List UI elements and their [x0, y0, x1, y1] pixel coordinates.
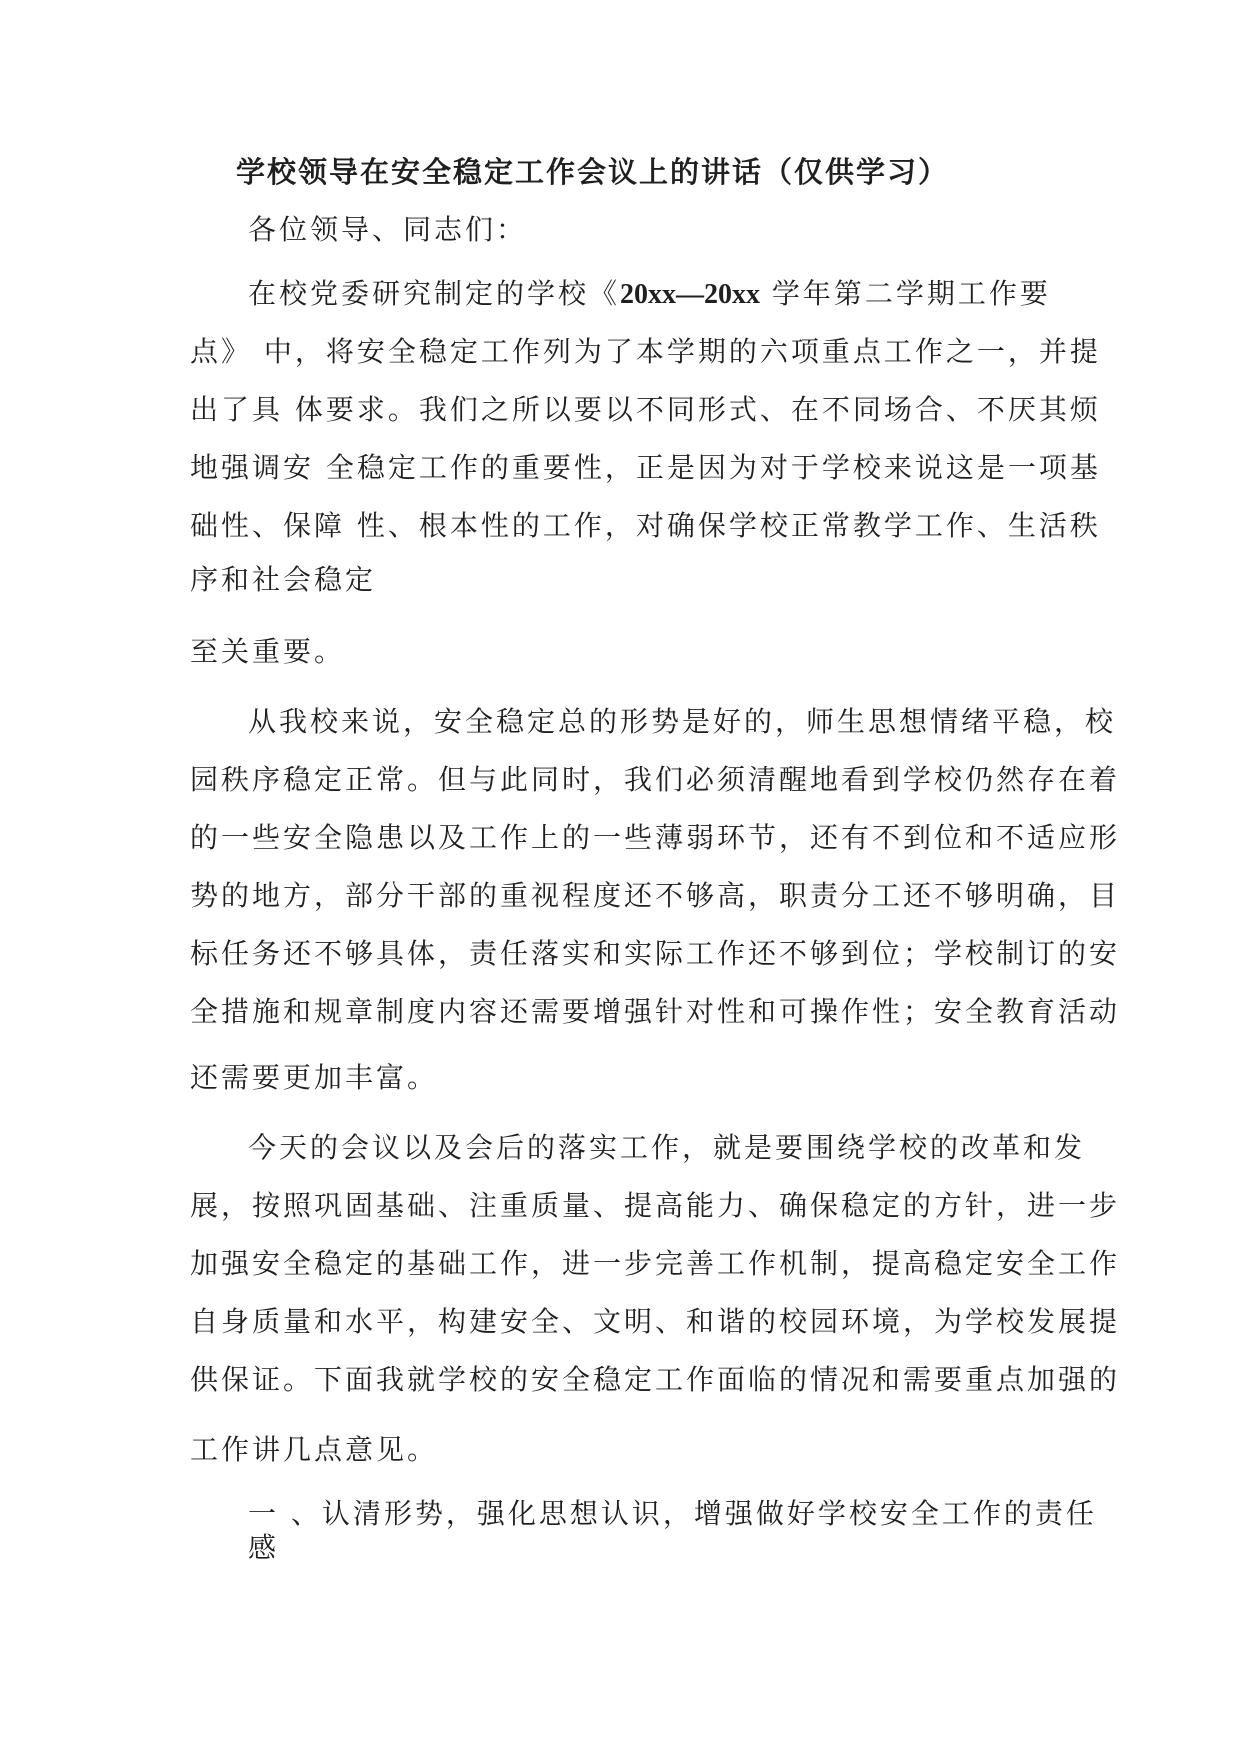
paragraph-1-line-1	[248, 272, 1051, 312]
paragraph-1-line-4: 地强调安 全稳定工作的重要性，正是因为对于学校来说这是一项基	[190, 451, 1101, 484]
paragraph-1-line-3: 出了具 体要求。我们之所以要以不同形式、在不同场合、不厌其烦	[190, 393, 1101, 426]
paragraph-3-line-6: 工作讲几点意见。	[190, 1433, 439, 1466]
paragraph-2-line-1: 从我校来说，安全稳定总的形势是好的，师生思想情绪平稳，校	[248, 705, 1117, 738]
paragraph-2-line-7: 还需要更加丰富。	[190, 1061, 439, 1094]
paragraph-2-line-3: 的一些安全隐患以及工作上的一些薄弱环节，还有不到位和不适应形	[190, 821, 1121, 854]
greeting: 各位领导、同志们：	[248, 213, 528, 246]
paragraph-2-line-2: 园秩序稳定正常。但与此同时，我们必须清醒地看到学校仍然存在着	[190, 763, 1121, 796]
p1-l1-pre: 在校党委研究制定的学校《	[248, 277, 621, 310]
paragraph-3-line-3: 加强安全稳定的基础工作，进一步完善工作机制，提高稳定安全工作	[190, 1247, 1121, 1280]
paragraph-1-line-7: 至关重要。	[190, 635, 346, 668]
section-heading-1-line-1: 一 、认清形势，强化思想认识，增强做好学校安全工作的责任	[248, 1497, 1097, 1530]
paragraph-1-line-2: 点》 中，将安全稳定工作列为了本学期的六项重点工作之一，并提	[190, 335, 1101, 368]
paragraph-3-line-5: 供保证。下面我就学校的安全稳定工作面临的情况和需要重点加强的	[190, 1363, 1121, 1396]
paragraph-2-line-5: 标任务还不够具体，责任落实和实际工作还不够到位；学校制订的安	[190, 937, 1121, 970]
paragraph-1-line-6: 序和社会稳定	[190, 563, 377, 596]
p1-l1-year-range: 20xx—20xx	[620, 279, 761, 310]
paragraph-3-line-2: 展，按照巩固基础、注重质量、提高能力、确保稳定的方针，进一步	[190, 1189, 1121, 1222]
paragraph-3-line-4: 自身质量和水平，构建安全、文明、和谐的校园环境，为学校发展提	[190, 1305, 1121, 1338]
document-title: 学校领导在安全稳定工作会议上的讲话（仅供学习）	[236, 155, 950, 189]
section-heading-1-line-2: 感	[248, 1531, 280, 1564]
paragraph-1-line-5: 础性、保障 性、根本性的工作，对确保学校正常教学工作、生活秩	[190, 509, 1101, 542]
paragraph-2-line-6: 全措施和规章制度内容还需要增强针对性和可操作性；安全教育活动	[190, 995, 1121, 1028]
paragraph-3-line-1: 今天的会议以及会后的落实工作，就是要围绕学校的改革和发	[248, 1131, 1086, 1164]
paragraph-2-line-4: 势的地方，部分干部的重视程度还不够高，职责分工还不够明确，目	[190, 879, 1121, 912]
p1-l1-post: 学年第二学期工作要	[760, 277, 1051, 310]
